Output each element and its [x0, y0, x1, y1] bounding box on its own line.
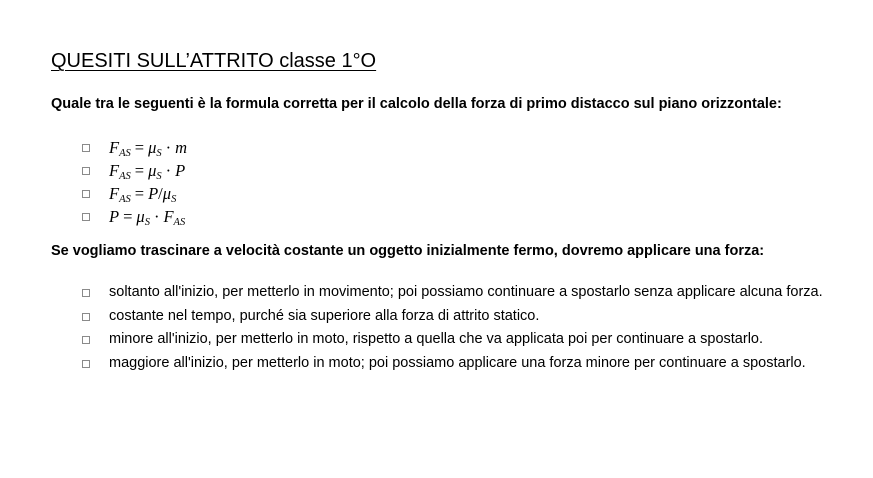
checkbox[interactable] [82, 289, 90, 297]
checkbox[interactable] [82, 313, 90, 321]
question-2-option-4[interactable] [82, 352, 842, 376]
formula-option: $F_{AS} = \mu_S \cdot m$ [109, 137, 188, 159]
checkbox[interactable] [82, 360, 90, 368]
question-2-option-2[interactable] [82, 305, 842, 329]
question-2-option-3[interactable] [82, 328, 842, 352]
answer-text: minore all'inizio, per metterlo in moto, rispetto a quella che va applicata poi per continuare a spostarlo. [109, 331, 764, 347]
answer-text: maggiore all'inizio, per metterlo in moto; poi possiamo applicare una forza minore per continuare a spostarlo. [109, 354, 806, 371]
question-1-option-3[interactable] [82, 182, 187, 205]
answer-text: costante nel tempo, purché sia superiore alla forza di attrito statico. [109, 307, 540, 324]
formula-option: $F_{AS} = \mu_S \cdot P$ [109, 160, 186, 182]
checkbox[interactable] [82, 336, 90, 344]
formula-option: $P = \mu_S \cdot F_{AS}$ [109, 206, 186, 228]
question-1-option-4[interactable] [82, 205, 187, 228]
question-2-option-1[interactable] [82, 281, 842, 305]
question-2-text: Se vogliamo trascinare a velocità costante un oggetto inizialmente fermo, dovremo applicare una forza: [51, 243, 765, 259]
checkbox[interactable] [82, 213, 90, 221]
question-2-options [82, 281, 842, 375]
checkbox[interactable] [82, 167, 90, 175]
checkbox[interactable] [82, 144, 90, 152]
formula-option: $F_{AS} = P/\mu_S$ [109, 183, 177, 205]
question-1-text: Quale tra le seguenti è la formula corretta per il calcolo della forza di primo distacco sul piano orizzontale: [51, 96, 782, 112]
question-1-options [82, 136, 187, 228]
question-1-option-2[interactable] [82, 159, 187, 182]
checkbox[interactable] [82, 190, 90, 198]
page-title: QUESITI SULL’ATTRITO classe 1°O [51, 50, 377, 72]
answer-text: soltanto all'inizio, per metterlo in movimento; poi possiamo continuare a spostarlo senza applicare alcuna forza. [109, 284, 823, 300]
question-1-option-1[interactable] [82, 136, 187, 159]
